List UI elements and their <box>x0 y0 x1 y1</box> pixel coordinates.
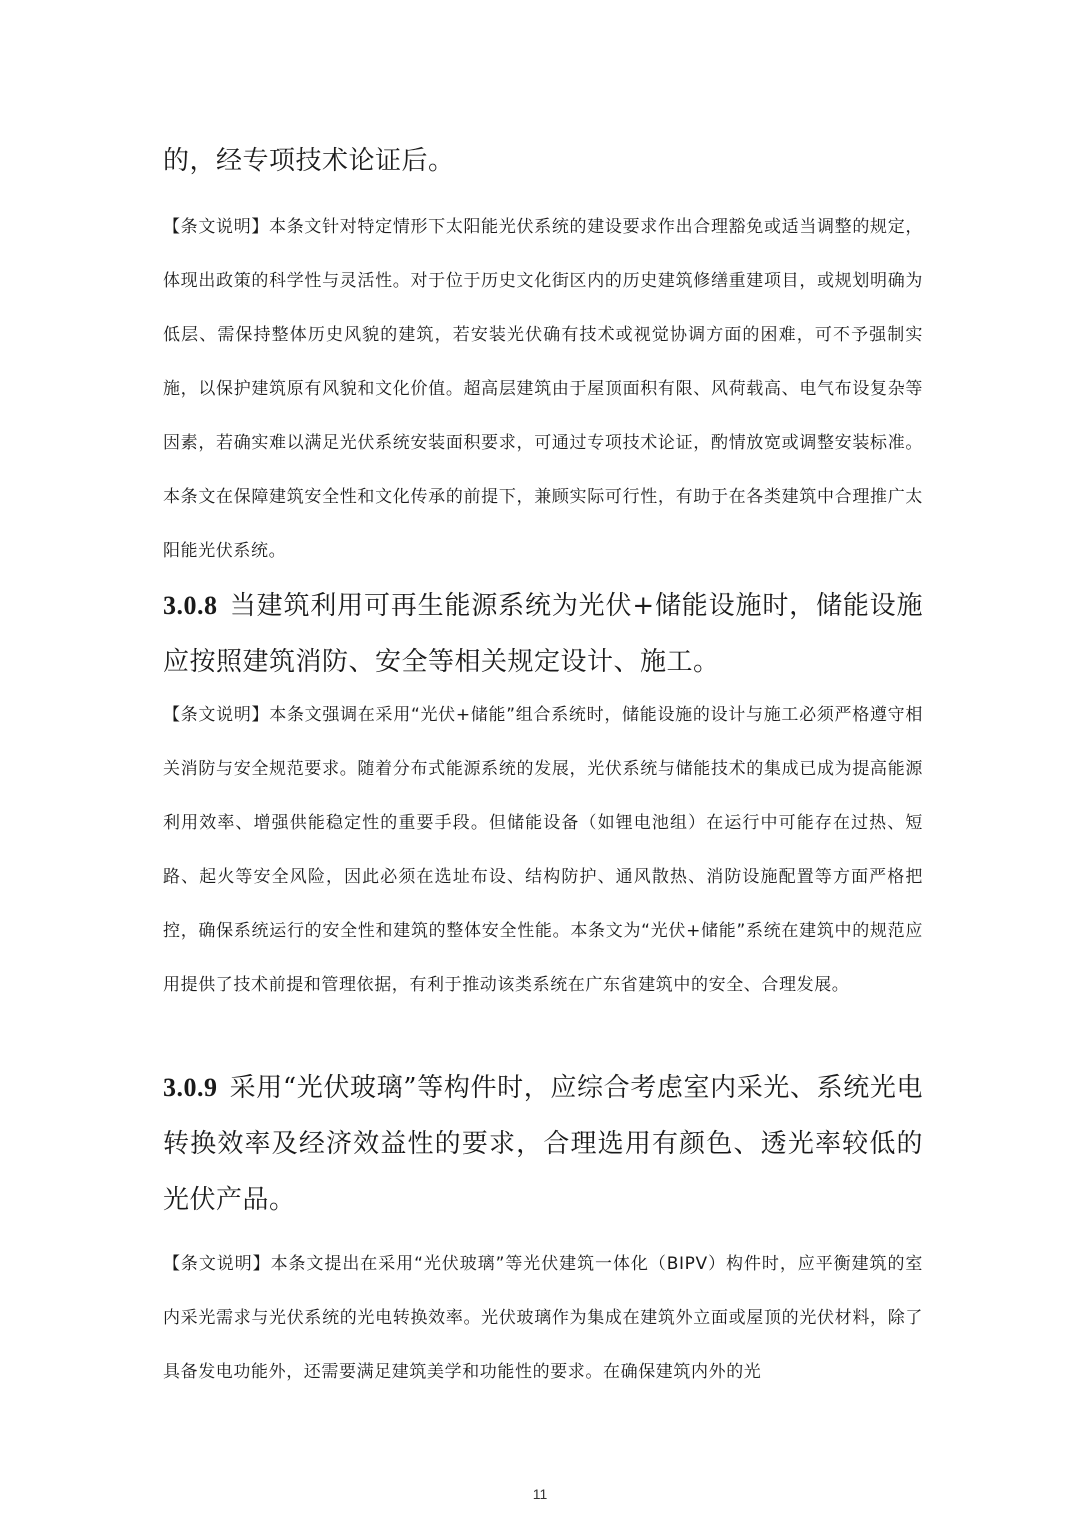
document-page <box>163 0 923 1527</box>
clause-explanation-3: 【条文说明】本条文提出在采用“光伏玻璃”等光伏建筑一体化（BIPV）构件时，应平衡建筑的室内采光需求与光伏系统的光电转换效率。光伏玻璃作为集成在建筑外立面或屋顶的光伏材料，除了具备发电功能外，还需要满足建筑美学和功能性的要求。在确保建筑内外的光 <box>163 1254 923 1382</box>
page-number: 11 <box>532 1486 548 1502</box>
clause-3-0-9 <box>163 1060 923 1228</box>
clause-text: 当建筑利用可再生能源系统为光伏+储能设施时，储能设施应按照建筑消防、安全等相关规定设计、施工。 <box>163 591 923 677</box>
clause-number: 3.0.8 <box>163 591 218 620</box>
clause-explanation-2: 【条文说明】本条文强调在采用“光伏+储能”组合系统时，储能设施的设计与施工必须严格遵守相关消防与安全规范要求。随着分布式能源系统的发展，光伏系统与储能技术的集成已成为提高能源利用效率、增强供能稳定性的重要手段。但储能设备（如锂电池组）在运行中可能存在过热、短路、起火等安全风险，因此必须在选址布设、结构防护、通风散热、消防设施配置等方面严格把控，确保系统运行的安全性和建筑的整体安全性能。本条文为“光伏+储能”系统在建筑中的规范应用提供了技术前提和管理依据，有利于推动该类系统在广东省建筑中的安全、合理发展。 <box>163 705 923 995</box>
continuation-line: 的，经专项技术论证后。 <box>163 146 455 176</box>
clause-number: 3.0.9 <box>163 1073 218 1102</box>
clause-text: 采用“光伏玻璃”等构件时，应综合考虑室内采光、系统光电转换效率及经济效益性的要求，合理选用有颜色、透光率较低的光伏产品。 <box>163 1073 923 1215</box>
clause-explanation-1: 【条文说明】本条文针对特定情形下太阳能光伏系统的建设要求作出合理豁免或适当调整的规定，体现出政策的科学性与灵活性。对于位于历史文化街区内的历史建筑修缮重建项目，或规划明确为低层、需保持整体历史风貌的建筑，若安装光伏确有技术或视觉协调方面的困难，可不予强制实施，以保护建筑原有风貌和文化价值。超高层建筑由于屋顶面积有限、风荷载高、电气布设复杂等因素，若确实难以满足光伏系统安装面积要求，可通过专项技术论证，酌情放宽或调整安装标准。本条文在保障建筑安全性和文化传承的前提下，兼顾实际可行性，有助于在各类建筑中合理推广太阳能光伏系统。 <box>163 217 923 561</box>
clause-3-0-8 <box>163 578 923 690</box>
